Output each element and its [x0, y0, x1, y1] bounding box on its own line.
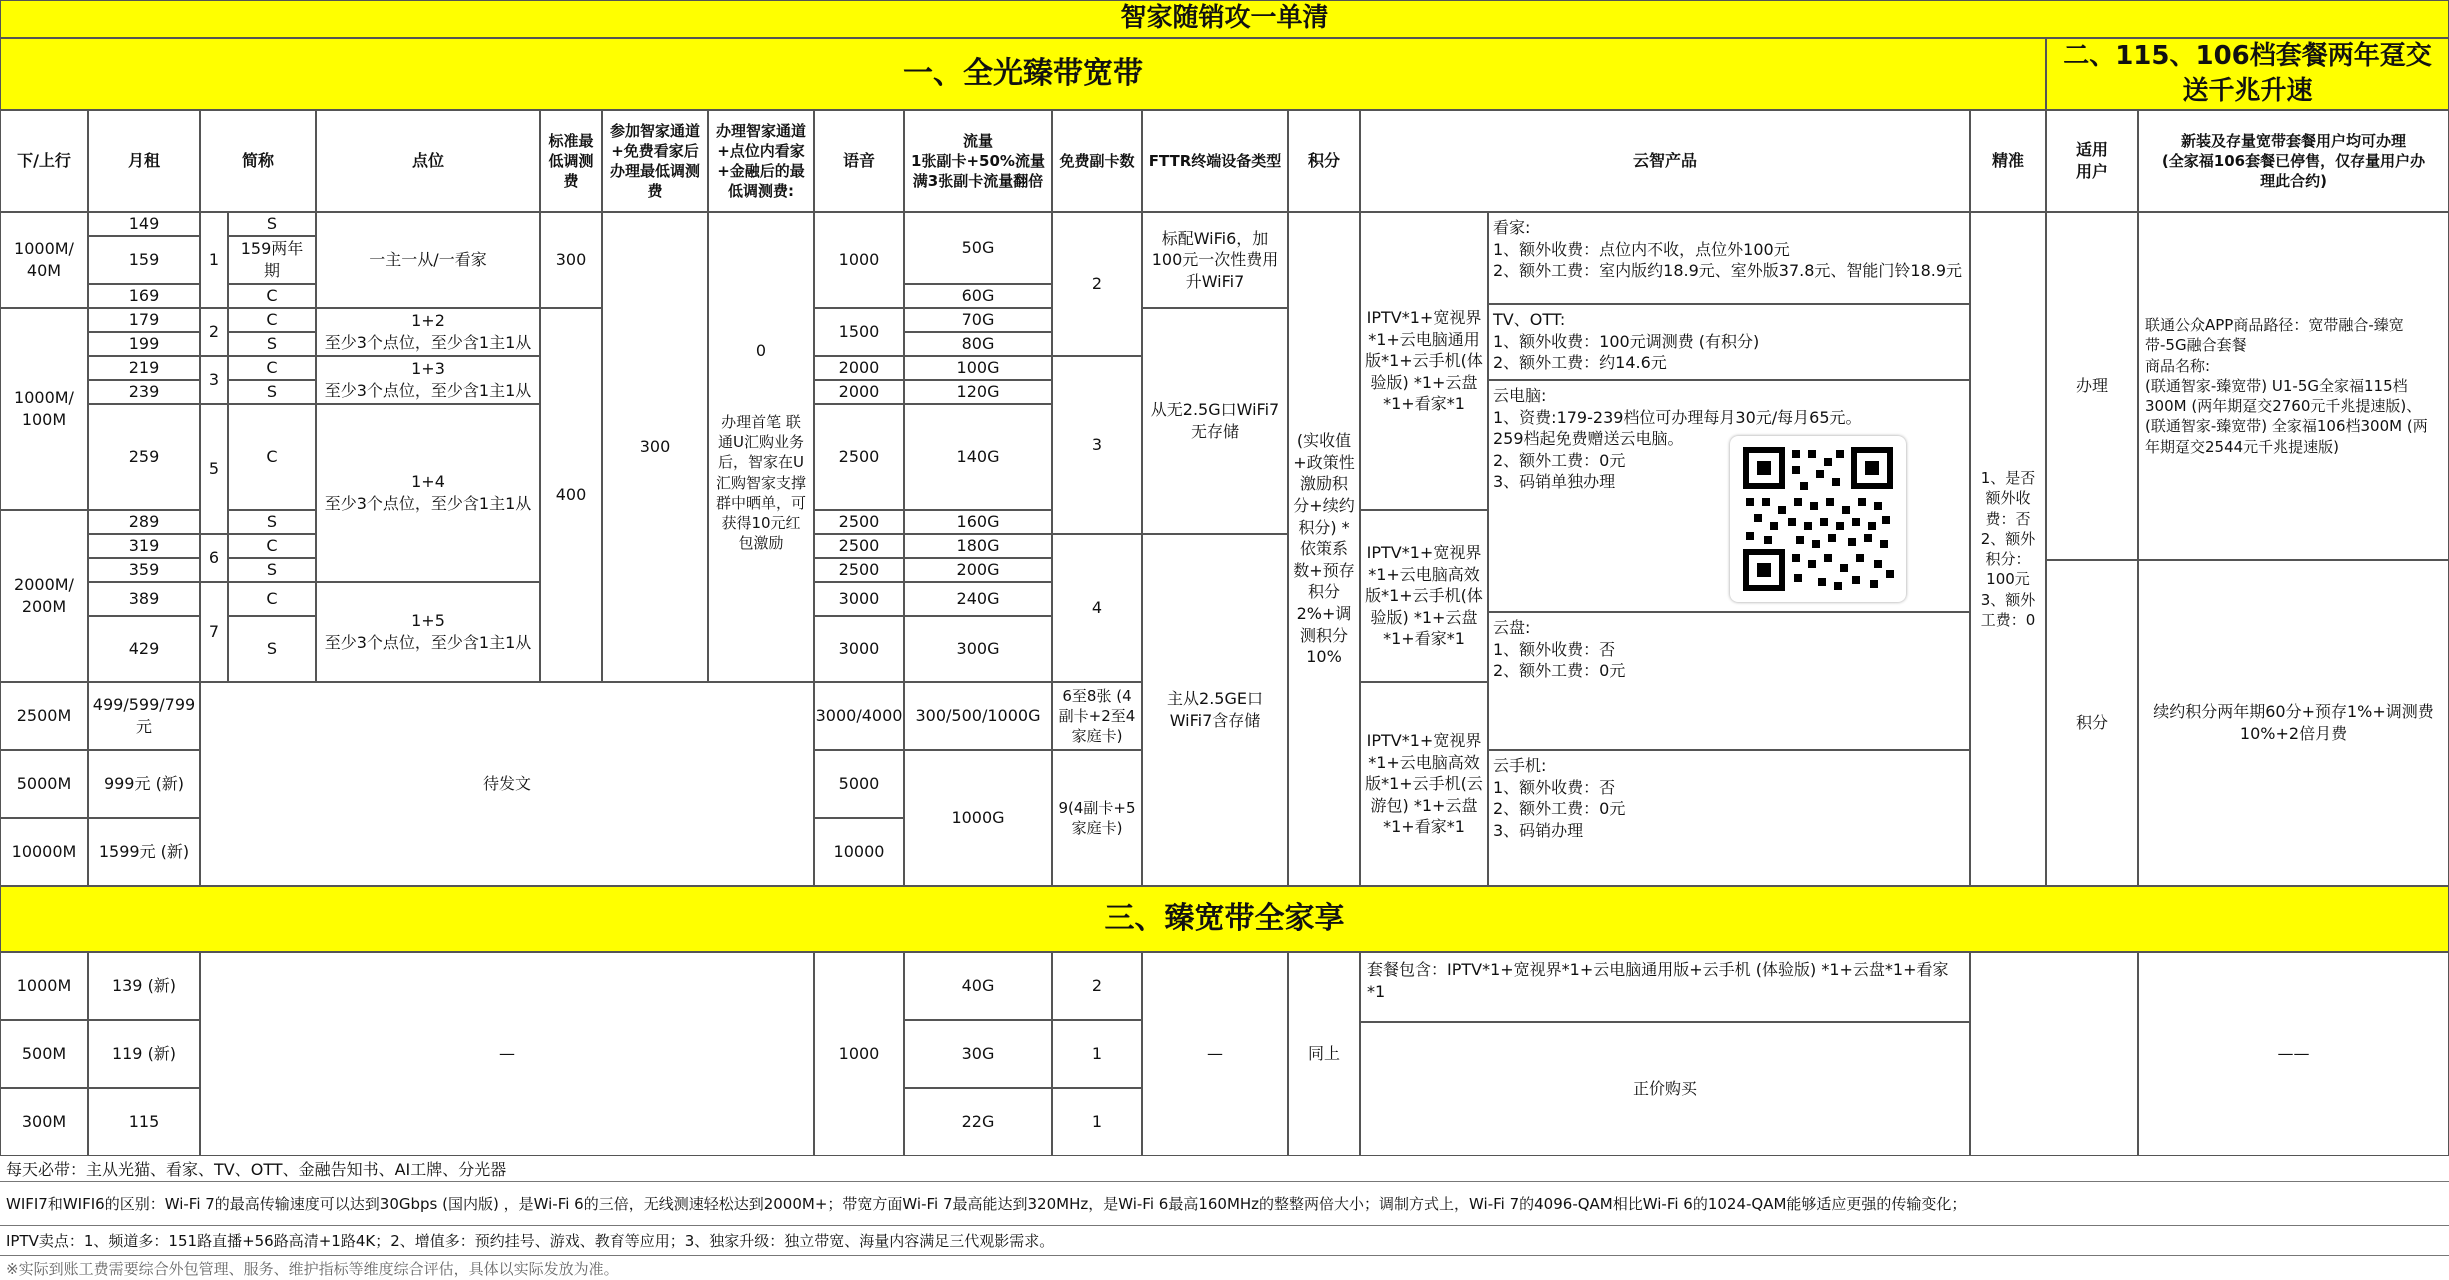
apply-credit-text: 续约积分两年期60分+预存1%+调测费10%+2倍月费 — [2138, 560, 2449, 886]
s3-same: 同上 — [1288, 952, 1360, 1156]
rent-cell: 359 — [88, 558, 200, 582]
rent-cell: 429 — [88, 616, 200, 682]
s3-traffic: 40G — [904, 952, 1052, 1020]
group-number: 3 — [200, 356, 228, 404]
voice-cell: 5000 — [814, 750, 904, 818]
voice-cell: 3000/4000 — [814, 682, 904, 750]
handle-text: 办理首笔 联通U汇购业务后，智家在U汇购智家支撑群中晒单，可获得10元红包激励 — [715, 412, 806, 553]
voice-cell: 1000 — [814, 212, 904, 308]
abbr-cell: C — [228, 534, 316, 558]
traffic-cell: 300/500/1000G — [904, 682, 1052, 750]
voice-cell: 2500 — [814, 558, 904, 582]
header-free-cards: 免费副卡数 — [1052, 110, 1142, 212]
traffic-cell: 80G — [904, 332, 1052, 356]
s3-cards: 1 — [1052, 1020, 1142, 1088]
header-cloud: 云智产品 — [1360, 110, 1970, 212]
handle-smart-fee — [708, 212, 814, 682]
header-abbr: 简称 — [200, 110, 316, 212]
abbr-cell: C — [228, 308, 316, 332]
rent-cell: 219 — [88, 356, 200, 380]
abbr-cell: S — [228, 212, 316, 236]
footer-line-1: 每天必带：主从光猫、看家、TV、OTT、金融告知书、AI工牌、分光器 — [0, 1156, 2449, 1182]
rent-cell: 999元 (新) — [88, 750, 200, 818]
speed-10000: 10000M — [0, 818, 88, 886]
points-cell: 1+2 至少3个点位，至少含1主1从 — [316, 308, 540, 356]
abbr-cell: 159两年期 — [228, 236, 316, 284]
header-join-smart: 参加智家通道 +免费看家后 办理最低调测 费 — [602, 110, 708, 212]
header-traffic: 流量 1张副卡+50%流量 满3张副卡流量翻倍 — [904, 110, 1052, 212]
cloud-bundle-3: IPTV*1+宽视界*1+云电脑高效版*1+云手机(云游包) *1+云盘*1+看家*1 — [1360, 682, 1488, 886]
footer-line-4: ※实际到账工费需要综合外包管理、服务、维护指标等维度综合评估，具体以实际发放为准。 — [6, 1259, 619, 1278]
voice-cell: 3000 — [814, 616, 904, 682]
traffic-cell: 50G — [904, 212, 1052, 284]
pending-cell: 待发文 — [200, 682, 814, 886]
s3-cards: 2 — [1052, 952, 1142, 1020]
cloud-pc: 云电脑: 1、资费:179-239档位可办理每月30元/每月65元。 259档起免费赠送云电脑。 2、额外工费：0元 3、码销单独办理 — [1488, 380, 1970, 612]
traffic-cell: 60G — [904, 284, 1052, 308]
rent-cell: 159 — [88, 236, 200, 284]
voice-cell: 2500 — [814, 510, 904, 534]
free-cards-cell: 6至8张 (4副卡+2至4家庭卡) — [1052, 682, 1142, 750]
rent-cell: 1599元 (新) — [88, 818, 200, 886]
footer-line-2: WIFI7和WIFI6的区别：Wi-Fi 7的最高传输速度可以达到30Gbps (国内版) ，是Wi-Fi 6的三倍，无线测速轻松达到2000M+；带宽方面Wi-Fi 7最高能达到320MHz，是Wi-Fi 6最高160MHz的整整两倍大小；调制方式上，Wi-Fi 7的4096-QAM相比Wi-Fi 6的1024-QAM能够适应更强的传输变化； — [0, 1182, 2449, 1226]
header-precise: 精准 — [1970, 110, 2046, 212]
cloud-tv: TV、OTT: 1、额外收费：100元调测费 (有积分) 2、额外工费：约14.6元 — [1488, 304, 1970, 380]
speed-2500: 2500M — [0, 682, 88, 750]
traffic-cell: 160G — [904, 510, 1052, 534]
header-voice: 语音 — [814, 110, 904, 212]
rent-cell: 499/599/799元 — [88, 682, 200, 750]
voice-cell: 1500 — [814, 308, 904, 356]
rent-cell: 389 — [88, 582, 200, 616]
voice-cell: 10000 — [814, 818, 904, 886]
free-cards-cell: 2 — [1052, 212, 1142, 356]
s3-bundle: 套餐包含：IPTV*1+宽视界*1+云电脑通用版+云手机 (体验版) *1+云盘*1+看家*1 — [1360, 952, 1970, 1022]
points-cell: 1+3 至少3个点位，至少含1主1从 — [316, 356, 540, 404]
voice-cell: 2500 — [814, 534, 904, 558]
section-1-title: 一、全光臻带宽带 — [0, 38, 2046, 110]
traffic-cell: 180G — [904, 534, 1052, 558]
rent-cell: 169 — [88, 284, 200, 308]
s3-traffic: 22G — [904, 1088, 1052, 1156]
s3-speed: 1000M — [0, 952, 88, 1020]
rent-cell: 179 — [88, 308, 200, 332]
header-fttr: FTTR终端设备类型 — [1142, 110, 1288, 212]
header-credit: 积分 — [1288, 110, 1360, 212]
s3-fttr-dash: — — [1142, 952, 1288, 1156]
s3-rent: 119 (新) — [88, 1020, 200, 1088]
cloud-disk: 云盘: 1、额外收费：否 2、额外工费：0元 — [1488, 612, 1970, 750]
voice-cell: 2000 — [814, 356, 904, 380]
voice-cell: 3000 — [814, 582, 904, 616]
group-number: 2 — [200, 308, 228, 356]
s3-rent: 139 (新) — [88, 952, 200, 1020]
header-rent: 月租 — [88, 110, 200, 212]
abbr-cell: S — [228, 332, 316, 356]
speed-1000-100: 1000M/ 100M — [0, 308, 88, 510]
header-handle-smart: 办理智家通道 +点位内看家 +金融后的最 低调测费: — [708, 110, 814, 212]
group-number: 1 — [200, 212, 228, 308]
page-title: 智家随销攻一单清 — [0, 0, 2449, 38]
abbr-cell: S — [228, 616, 316, 682]
traffic-cell: 140G — [904, 404, 1052, 510]
rent-cell: 199 — [88, 332, 200, 356]
s3-speed: 500M — [0, 1020, 88, 1088]
footer-line-3: IPTV卖点：1、频道多：151路直播+56路高清+1路4K；2、增值多：预约挂号、游戏、教育等应用；3、独家升级：独立带宽、海量内容满足三代观影需求。 — [0, 1226, 2449, 1256]
traffic-cell: 120G — [904, 380, 1052, 404]
header-new-users: 新装及存量宽带套餐用户均可办理 (全家福106套餐已停售，仅存量用户办 理此合约) — [2138, 110, 2449, 212]
fttr-cell: 主从2.5GE口WiFi7含存储 — [1142, 534, 1288, 886]
points-cell: 一主一从/一看家 — [316, 212, 540, 308]
s3-voice: 1000 — [814, 952, 904, 1156]
section-2-title: 二、115、106档套餐两年趸交送千兆升速 — [2046, 38, 2449, 110]
abbr-cell: C — [228, 356, 316, 380]
abbr-cell: S — [228, 558, 316, 582]
join-smart-fee: 300 — [602, 212, 708, 682]
credit-cell: (实收值+政策性激励积分+续约积分) *依策系数+预存积分2%+调测积分10% — [1288, 212, 1360, 886]
header-points: 点位 — [316, 110, 540, 212]
precise-cell: 1、是否额外收费：否 2、额外积分：100元 3、额外工费：0 — [1970, 212, 2046, 886]
rent-cell: 289 — [88, 510, 200, 534]
header-min-fee: 标准最 低调测 费 — [540, 110, 602, 212]
apply-credit: 积分 — [2046, 560, 2138, 886]
fttr-cell: 标配WiFi6，加100元一次性费用升WiFi7 — [1142, 212, 1288, 308]
cloud-kanjia: 看家: 1、额外收费：点位内不收，点位外100元 2、额外工费：室内版约18.9元、室外版37.8元、智能门铃18.9元 — [1488, 212, 1970, 304]
abbr-cell: S — [228, 380, 316, 404]
rent-cell: 239 — [88, 380, 200, 404]
cloud-phone: 云手机: 1、额外收费：否 2、额外工费：0元 3、码销办理 — [1488, 750, 1970, 886]
header-speed: 下/上行 — [0, 110, 88, 212]
handle-zero: 0 — [755, 341, 767, 361]
points-cell: 1+4 至少3个点位，至少含1主1从 — [316, 404, 540, 582]
traffic-cell: 240G — [904, 582, 1052, 616]
free-cards-cell: 4 — [1052, 534, 1142, 682]
traffic-cell: 100G — [904, 356, 1052, 380]
abbr-cell: C — [228, 284, 316, 308]
group-number: 5 — [200, 404, 228, 534]
s3-speed: 300M — [0, 1088, 88, 1156]
speed-1000-40: 1000M/ 40M — [0, 212, 88, 308]
cloud-bundle-1: IPTV*1+宽视界*1+云电脑通用版*1+云手机(体验版) *1+云盘*1+看家*1 — [1360, 212, 1488, 510]
traffic-cell: 300G — [904, 616, 1052, 682]
min-fee-cell: 400 — [540, 308, 602, 682]
traffic-cell: 70G — [904, 308, 1052, 332]
min-fee-cell: 300 — [540, 212, 602, 308]
s3-cards: 1 — [1052, 1088, 1142, 1156]
voice-cell: 2000 — [814, 380, 904, 404]
s3-rent: 115 — [88, 1088, 200, 1156]
header-apply-users: 适用 用户 — [2046, 110, 2138, 212]
traffic-cell: 200G — [904, 558, 1052, 582]
speed-5000: 5000M — [0, 750, 88, 818]
free-cards-cell: 3 — [1052, 356, 1142, 534]
group-number: 7 — [200, 582, 228, 682]
cloud-bundle-2: IPTV*1+宽视界*1+云电脑高效版*1+云手机(体验版) *1+云盘*1+看家*1 — [1360, 510, 1488, 682]
section-3-title: 三、臻宽带全家享 — [0, 886, 2449, 952]
abbr-cell: C — [228, 404, 316, 510]
traffic-cell: 1000G — [904, 750, 1052, 886]
rent-cell: 149 — [88, 212, 200, 236]
apply-handle-text: 联通公众APP商品路径：宽带融合-臻宽带-5G融合套餐 商品名称: (联通智家-臻宽带) U1-5G全家福115档300M (两年期趸交2760元千兆提速版)、(联通智家-臻宽带) 全家福106档300M (两年期趸交2544元千兆提速版) — [2138, 212, 2449, 560]
abbr-cell: C — [228, 582, 316, 616]
free-cards-cell: 9(4副卡+5家庭卡) — [1052, 750, 1142, 886]
qr-code-icon — [1730, 436, 1906, 602]
points-cell: 1+5 至少3个点位，至少含1主1从 — [316, 582, 540, 682]
rent-cell: 259 — [88, 404, 200, 510]
s3-price: 正价购买 — [1360, 1022, 1970, 1156]
group-number: 6 — [200, 534, 228, 582]
abbr-cell: S — [228, 510, 316, 534]
voice-cell: 2500 — [814, 404, 904, 510]
apply-handle: 办理 — [2046, 212, 2138, 560]
s3-dash: — — [200, 952, 814, 1156]
s3-long-dash: —— — [2138, 952, 2449, 1156]
fttr-cell: 从无2.5G口WiFi7无存储 — [1142, 308, 1288, 534]
s3-blank — [1970, 952, 2138, 1156]
speed-2000-200: 2000M/ 200M — [0, 510, 88, 682]
s3-traffic: 30G — [904, 1020, 1052, 1088]
rent-cell: 319 — [88, 534, 200, 558]
